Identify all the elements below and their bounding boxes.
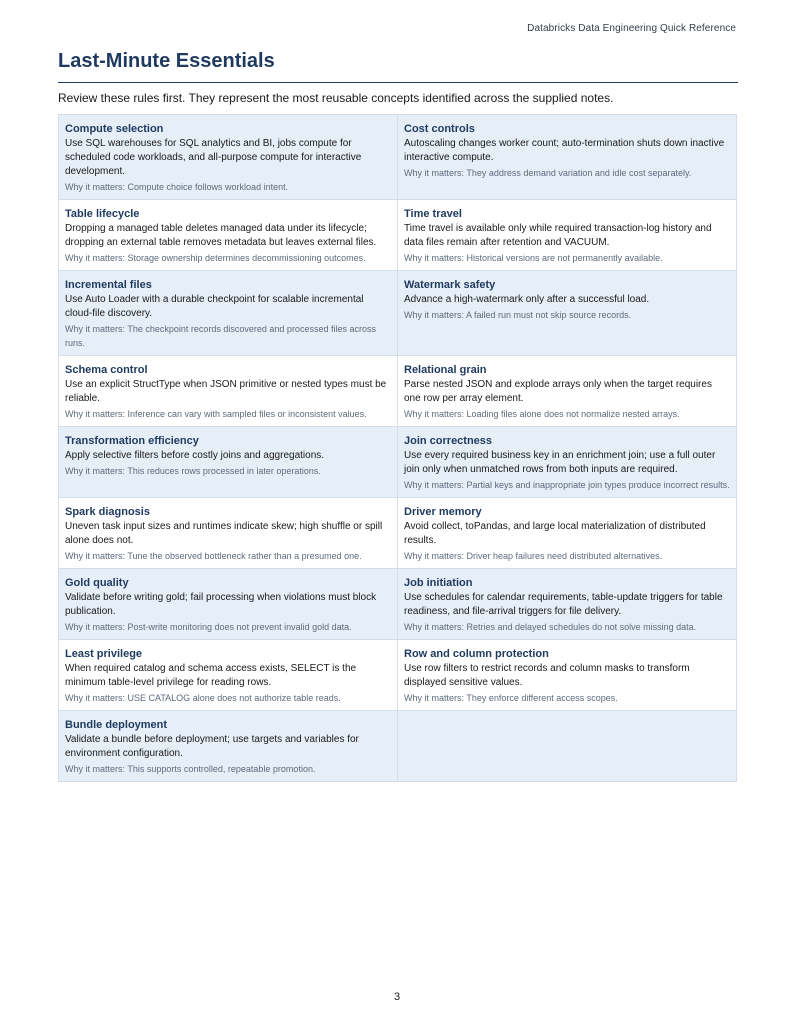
essential-card	[398, 498, 737, 569]
card-body: Parse nested JSON and explode arrays only when the target requires one row per array element.	[404, 379, 712, 404]
card-why: Why it matters: They address demand variation and idle cost separately.	[404, 168, 692, 178]
card-why: Why it matters: Historical versions are not permanently available.	[404, 253, 663, 263]
grid-row	[59, 711, 737, 782]
essential-card	[59, 271, 398, 356]
empty-card	[398, 711, 737, 782]
card-body: Use SQL warehouses for SQL analytics and BI, jobs compute for scheduled code workloads, and all-purpose compute for interactive development.	[65, 138, 362, 177]
card-why: Why it matters: Post-write monitoring does not prevent invalid gold data.	[65, 622, 352, 632]
card-why: Why it matters: They enforce different access scopes.	[404, 693, 618, 703]
card-body: Apply selective filters before costly joins and aggregations.	[65, 450, 325, 461]
card-body: Autoscaling changes worker count; auto-termination shuts down inactive interactive compute.	[404, 138, 725, 163]
card-title: Compute selection	[65, 123, 164, 135]
essential-card	[59, 115, 398, 200]
page-number: 3	[393, 991, 401, 1003]
card-body: Dropping a managed table deletes managed data under its lifecycle; dropping an external table removes metadata but leaves external files.	[65, 223, 377, 248]
card-title: Spark diagnosis	[65, 506, 150, 518]
card-why: Why it matters: A failed run must not skip source records.	[404, 310, 632, 320]
card-why: Why it matters: Retries and delayed schedules do not solve missing data.	[404, 622, 697, 632]
card-why: Why it matters: Compute choice follows workload intent.	[65, 182, 289, 192]
card-title: Schema control	[65, 364, 148, 376]
card-title: Gold quality	[65, 577, 129, 589]
card-title: Relational grain	[404, 364, 487, 376]
card-title: Least privilege	[65, 648, 143, 660]
card-body: Use schedules for calendar requirements, table-update triggers for table readiness, and file-arrival triggers for file delivery.	[404, 592, 723, 617]
grid-row	[59, 115, 737, 200]
essential-card	[59, 200, 398, 271]
card-title: Driver memory	[404, 506, 482, 518]
grid-row	[59, 498, 737, 569]
grid-row	[59, 200, 737, 271]
grid-row	[59, 569, 737, 640]
essential-card	[398, 427, 737, 498]
card-title: Bundle deployment	[65, 719, 168, 731]
card-title: Cost controls	[404, 123, 475, 135]
card-why: Why it matters: This supports controlled, repeatable promotion.	[65, 764, 316, 774]
card-title: Watermark safety	[404, 279, 496, 291]
card-why: Why it matters: This reduces rows processed in later operations.	[65, 466, 321, 476]
essential-card	[398, 115, 737, 200]
essential-card	[59, 498, 398, 569]
card-why: Why it matters: Partial keys and inappropriate join types produce incorrect results.	[404, 480, 730, 490]
card-body: Validate a bundle before deployment; use targets and variables for environment configuration.	[65, 734, 359, 759]
card-why: Why it matters: Driver heap failures need distributed alternatives.	[404, 551, 663, 561]
card-body: Use Auto Loader with a durable checkpoint for scalable incremental cloud-file discovery.	[65, 294, 364, 319]
card-why: Why it matters: Tune the observed bottleneck rather than a presumed one.	[65, 551, 362, 561]
essential-card	[398, 356, 737, 427]
essential-card	[59, 569, 398, 640]
card-why: Why it matters: Storage ownership determines decommissioning outcomes.	[65, 253, 366, 263]
title-divider	[58, 82, 738, 83]
card-why: Why it matters: The checkpoint records discovered and processed files across runs.	[65, 324, 376, 348]
card-body: Time travel is available only while required transaction-log history and data files remain after retention and VACUUM.	[404, 223, 712, 248]
grid-row	[59, 640, 737, 711]
card-title: Transformation efficiency	[65, 435, 199, 447]
card-body: Advance a high-watermark only after a successful load.	[404, 294, 650, 305]
grid-row	[59, 271, 737, 356]
essential-card	[398, 569, 737, 640]
essential-card	[59, 356, 398, 427]
grid-row	[59, 427, 737, 498]
essential-card	[398, 200, 737, 271]
card-title: Incremental files	[65, 279, 152, 291]
card-title: Join correctness	[404, 435, 493, 447]
card-title: Time travel	[404, 208, 462, 220]
essentials-grid	[58, 114, 737, 782]
card-body: Use every required business key in an enrichment join; use a full outer join only when unmatched rows from both inputs are required.	[404, 450, 716, 475]
running-header: Databricks Data Engineering Quick Reference	[527, 23, 736, 34]
essential-card	[398, 640, 737, 711]
card-body: Use an explicit StructType when JSON primitive or nested types must be reliable.	[65, 379, 387, 404]
essential-card	[59, 427, 398, 498]
essential-card	[59, 711, 398, 782]
card-title: Job initiation	[404, 577, 473, 589]
essential-card	[398, 271, 737, 356]
card-why: Why it matters: Inference can vary with sampled files or inconsistent values.	[65, 409, 367, 419]
card-why: Why it matters: Loading files alone does not normalize nested arrays.	[404, 409, 680, 419]
card-title: Row and column protection	[404, 648, 549, 660]
card-body: Uneven task input sizes and runtimes indicate skew; high shuffle or spill alone does not.	[65, 521, 383, 546]
card-body: When required catalog and schema access exists, SELECT is the minimum table-level privilege for reading rows.	[65, 663, 357, 688]
card-body: Validate before writing gold; fail processing when violations must block publication.	[65, 592, 377, 617]
card-body: Use row filters to restrict records and column masks to transform displayed sensitive values.	[404, 663, 690, 688]
card-why: Why it matters: USE CATALOG alone does not authorize table reads.	[65, 693, 341, 703]
grid-row	[59, 356, 737, 427]
card-title: Table lifecycle	[65, 208, 140, 220]
intro-text: Review these rules first. They represent the most reusable concepts identified across the supplied notes.	[58, 91, 614, 105]
page-title: Last-Minute Essentials	[58, 50, 275, 72]
essential-card	[59, 640, 398, 711]
card-body: Avoid collect, toPandas, and large local materialization of distributed results.	[404, 521, 706, 546]
